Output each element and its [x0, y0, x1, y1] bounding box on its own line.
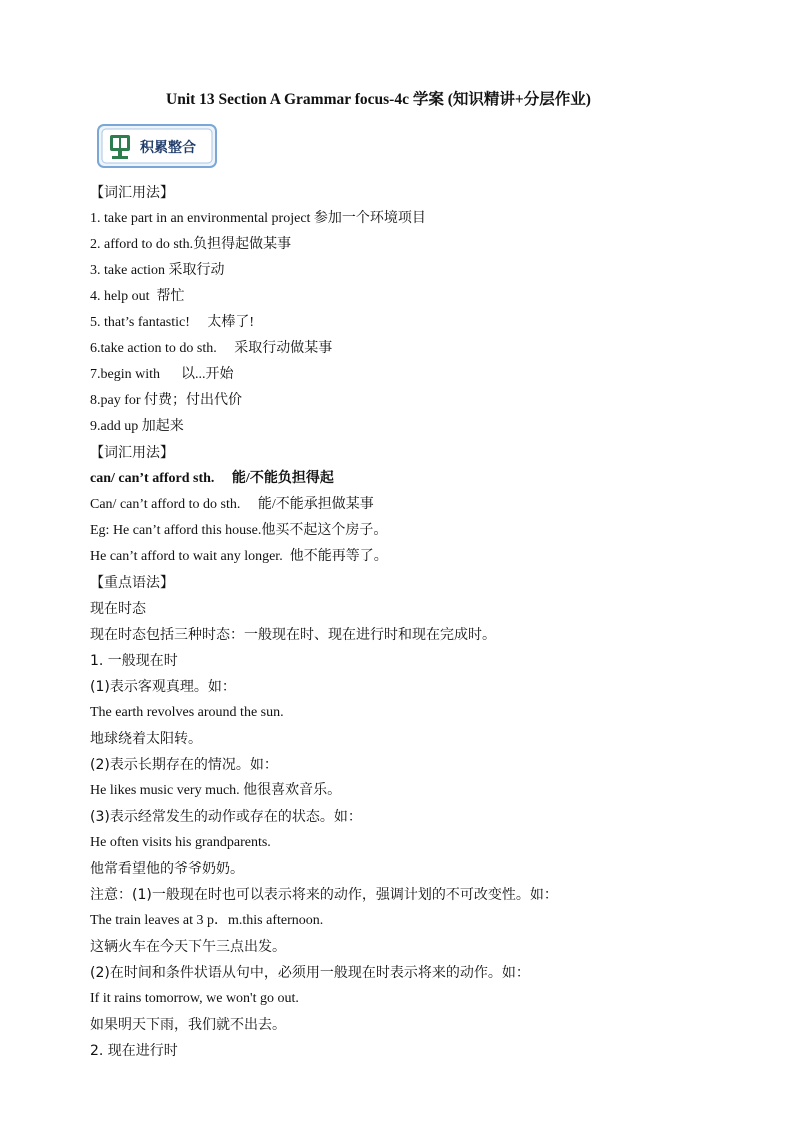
text-line: 注意：(1)一般现在时也可以表示将来的动作，强调计划的不可改变性。如： — [90, 887, 558, 903]
text-line: 现在时态包括三种时态：一般现在时、现在进行时和现在完成时。 — [90, 627, 496, 643]
text-line: The earth revolves around the sun. — [90, 705, 284, 720]
text-line: 8.pay for 付费；付出代价 — [90, 393, 243, 408]
text-line: 3. take action 采取行动 — [90, 263, 225, 278]
text-line: 1. take part in an environmental project 参加一个环境项目 — [90, 211, 426, 226]
text-line: If it rains tomorrow, we won't go out. — [90, 991, 299, 1006]
text-line: 7.begin with 以...开始 — [90, 367, 234, 382]
document-title: Unit 13 Section A Grammar focus-4c 学案 (知识精讲+分层作业) — [166, 91, 591, 108]
badge-label: 积累整合 — [140, 140, 196, 156]
section-heading: 【词汇用法】 — [90, 445, 174, 461]
text-line: 这辆火车在今天下午三点出发。 — [90, 939, 286, 955]
text-line: Can/ can’t afford to do sth. 能/不能承担做某事 — [90, 497, 374, 512]
text-line: 2. 现在进行时 — [90, 1043, 178, 1059]
section-heading: 【重点语法】 — [90, 575, 174, 591]
text-line: (3)表示经常发生的动作或存在的状态。如： — [90, 809, 362, 825]
text-line: 4. help out 帮忙 — [90, 289, 185, 304]
text-line: 9.add up 加起来 — [90, 419, 184, 434]
text-line: Eg: He can’t afford this house.他买不起这个房子。 — [90, 523, 388, 538]
text-line: He can’t afford to wait any longer. 他不能再等了。 — [90, 549, 388, 564]
text-line: He likes music very much. 他很喜欢音乐。 — [90, 783, 342, 798]
content-body — [90, 180, 730, 1064]
text-line: 1. 一般现在时 — [90, 653, 178, 669]
text-line: 他常看望他的爷爷奶奶。 — [90, 861, 244, 877]
text-line: (1)表示客观真理。如： — [90, 679, 236, 695]
text-line: 现在时态 — [90, 601, 146, 617]
text-line-bold: can/ can’t afford sth. 能/不能负担得起 — [90, 471, 334, 486]
section-heading: 【词汇用法】 — [90, 185, 174, 201]
text-line: (2)在时间和条件状语从句中，必须用一般现在时表示将来的动作。如： — [90, 965, 530, 981]
text-line: 6.take action to do sth. 采取行动做某事 — [90, 341, 333, 356]
text-line: 如果明天下雨，我们就不出去。 — [90, 1017, 286, 1033]
section-badge — [96, 122, 218, 170]
text-line: 5. that’s fantastic! 太棒了! — [90, 315, 255, 330]
text-line: 2. afford to do sth.负担得起做某事 — [90, 237, 292, 252]
text-line: 地球绕着太阳转。 — [90, 731, 202, 747]
text-line: (2)表示长期存在的情况。如： — [90, 757, 278, 773]
text-line: The train leaves at 3 p．m.this afternoon. — [90, 913, 324, 928]
text-line: He often visits his grandparents. — [90, 835, 271, 850]
